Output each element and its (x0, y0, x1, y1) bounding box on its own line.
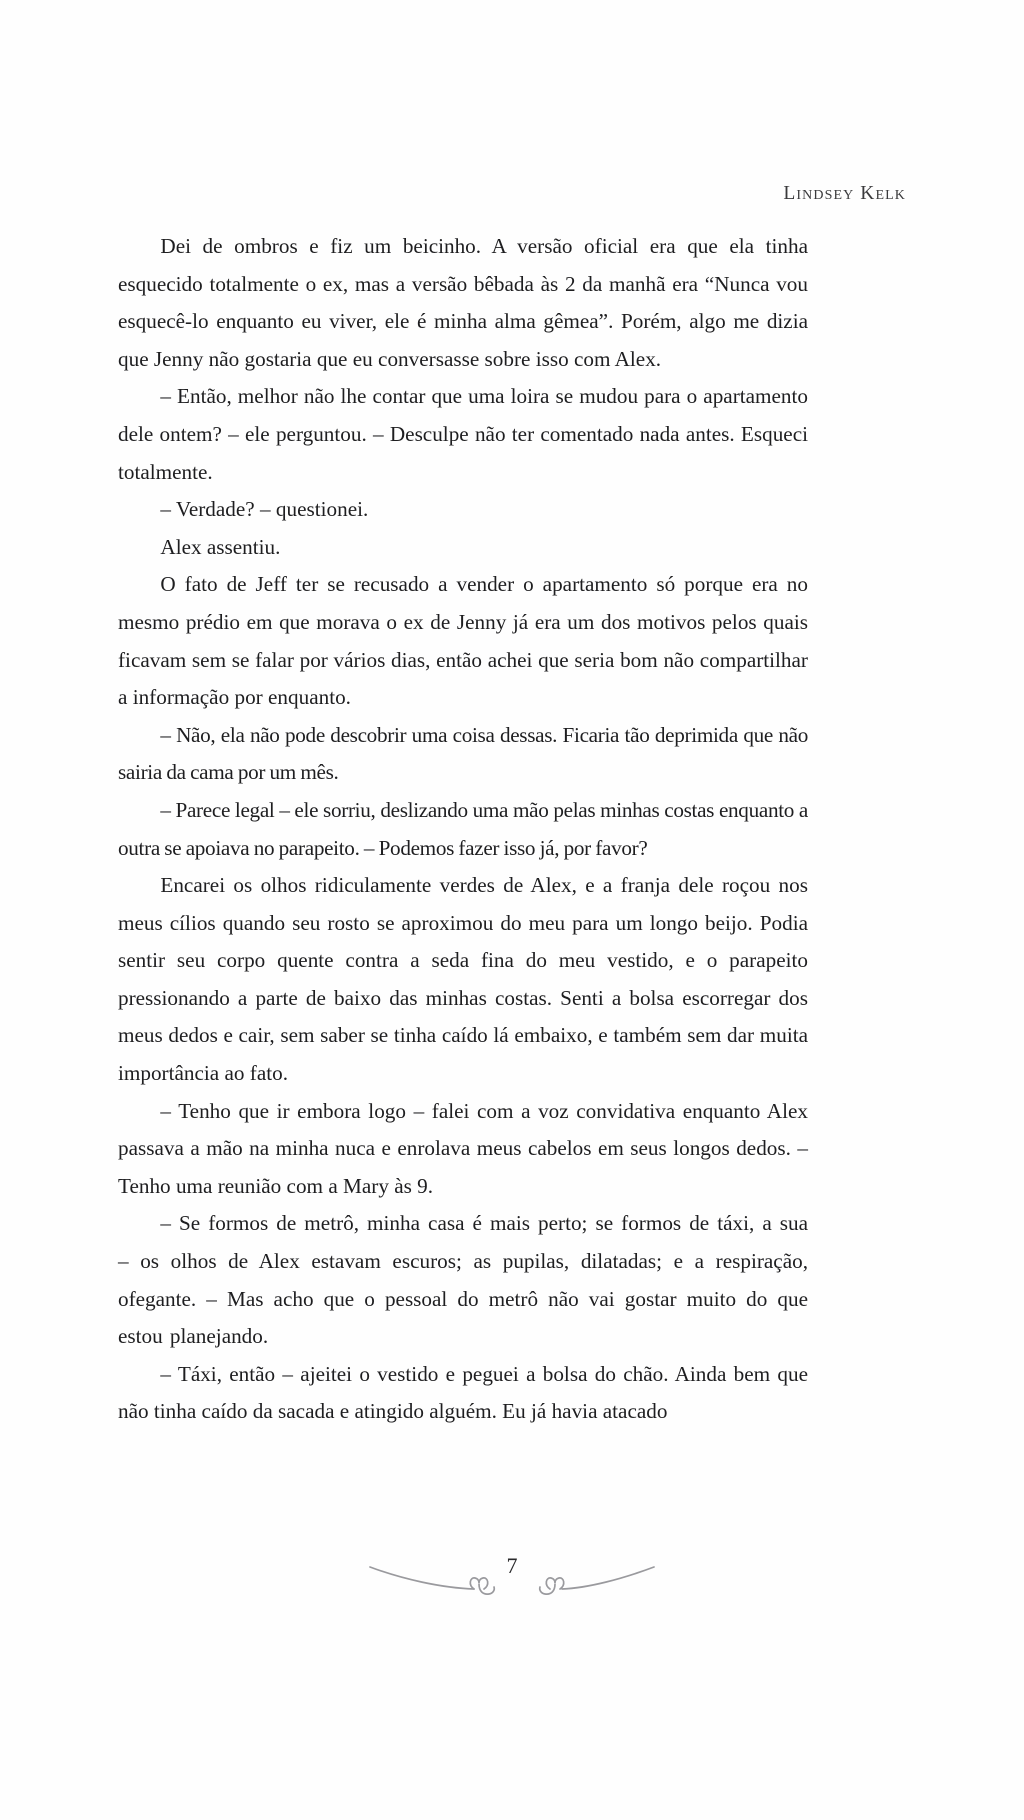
folio (0, 1540, 1024, 1610)
paragraph: – Verdade? – questionei. (160, 497, 369, 522)
paragraph: Dei de ombros e fiz um beicinho. A versão oficial era que ela tinha esquecido totalmente o ex, mas a versão bêbada às 2 da manhã era “Nunca vou esquecê-lo enquanto eu viver, ele é minha alma gêmea”. Porém, algo me dizia que Jenny não gostaria que eu conversasse sobre isso com Alex. (118, 234, 808, 371)
paragraph: – Parece legal – ele sorriu, deslizando uma mão pelas minhas costas enquanto a outra se apoiava no parapeito. – Podemos fazer isso já, por favor? (118, 797, 808, 860)
paragraph: – Não, ela não pode descobrir uma coisa dessas. Ficaria tão deprimida que não sairia da cama por um mês. (118, 722, 808, 785)
paragraph: – Táxi, então – ajeitei o vestido e peguei a bolsa do chão. Ainda bem que não tinha caído da sacada e atingido alguém. Eu já havia atacado (118, 1361, 808, 1424)
page-number: 7 (506, 1553, 518, 1578)
body-text-block (118, 228, 808, 1431)
paragraph: O fato de Jeff ter se recusado a vender o apartamento só porque era no mesmo prédio em que morava o ex de Jenny já era um dos motivos pelos quais ficavam sem se falar por vários dias, então achei que seria bom não compartilhar a informação por enquanto. (118, 572, 808, 710)
paragraph: – Tenho que ir embora logo – falei com a voz convidativa enquanto Alex passava a mão na minha nuca e enrolava meus cabelos em seus longos dedos. – Tenho uma reunião com a Mary às 9. (118, 1098, 808, 1198)
paragraph: Alex assentiu. (160, 534, 281, 559)
paragraph: – Então, melhor não lhe contar que uma loira se mudou para o apartamento dele ontem? – ele perguntou. – Desculpe não ter comentado nada antes. Esqueci totalmente. (118, 384, 808, 484)
paragraph: – Se formos de metrô, minha casa é mais perto; se formos de táxi, a sua – os olhos de Alex estavam escuros; as pupilas, dilatadas; e a respiração, ofegante. – Mas acho que o pessoal do metrô não vai gostar muito do que estou planejando. (118, 1211, 808, 1349)
paragraph: Encarei os olhos ridiculamente verdes de Alex, e a franja dele roçou nos meus cílios quando seu rosto se aproximou do meu para um longo beijo. Podia sentir seu corpo quente contra a seda fina do meu vestido, e o parapeito pressionando a parte de baixo das minhas costas. Senti a bolsa escorregar dos meus dedos e cair, sem saber se tinha caído lá embaixo, e também sem dar muita importância ao fato. (118, 873, 808, 1086)
running-head (118, 183, 906, 205)
running-head-text: Lindsey Kelk (783, 183, 906, 204)
